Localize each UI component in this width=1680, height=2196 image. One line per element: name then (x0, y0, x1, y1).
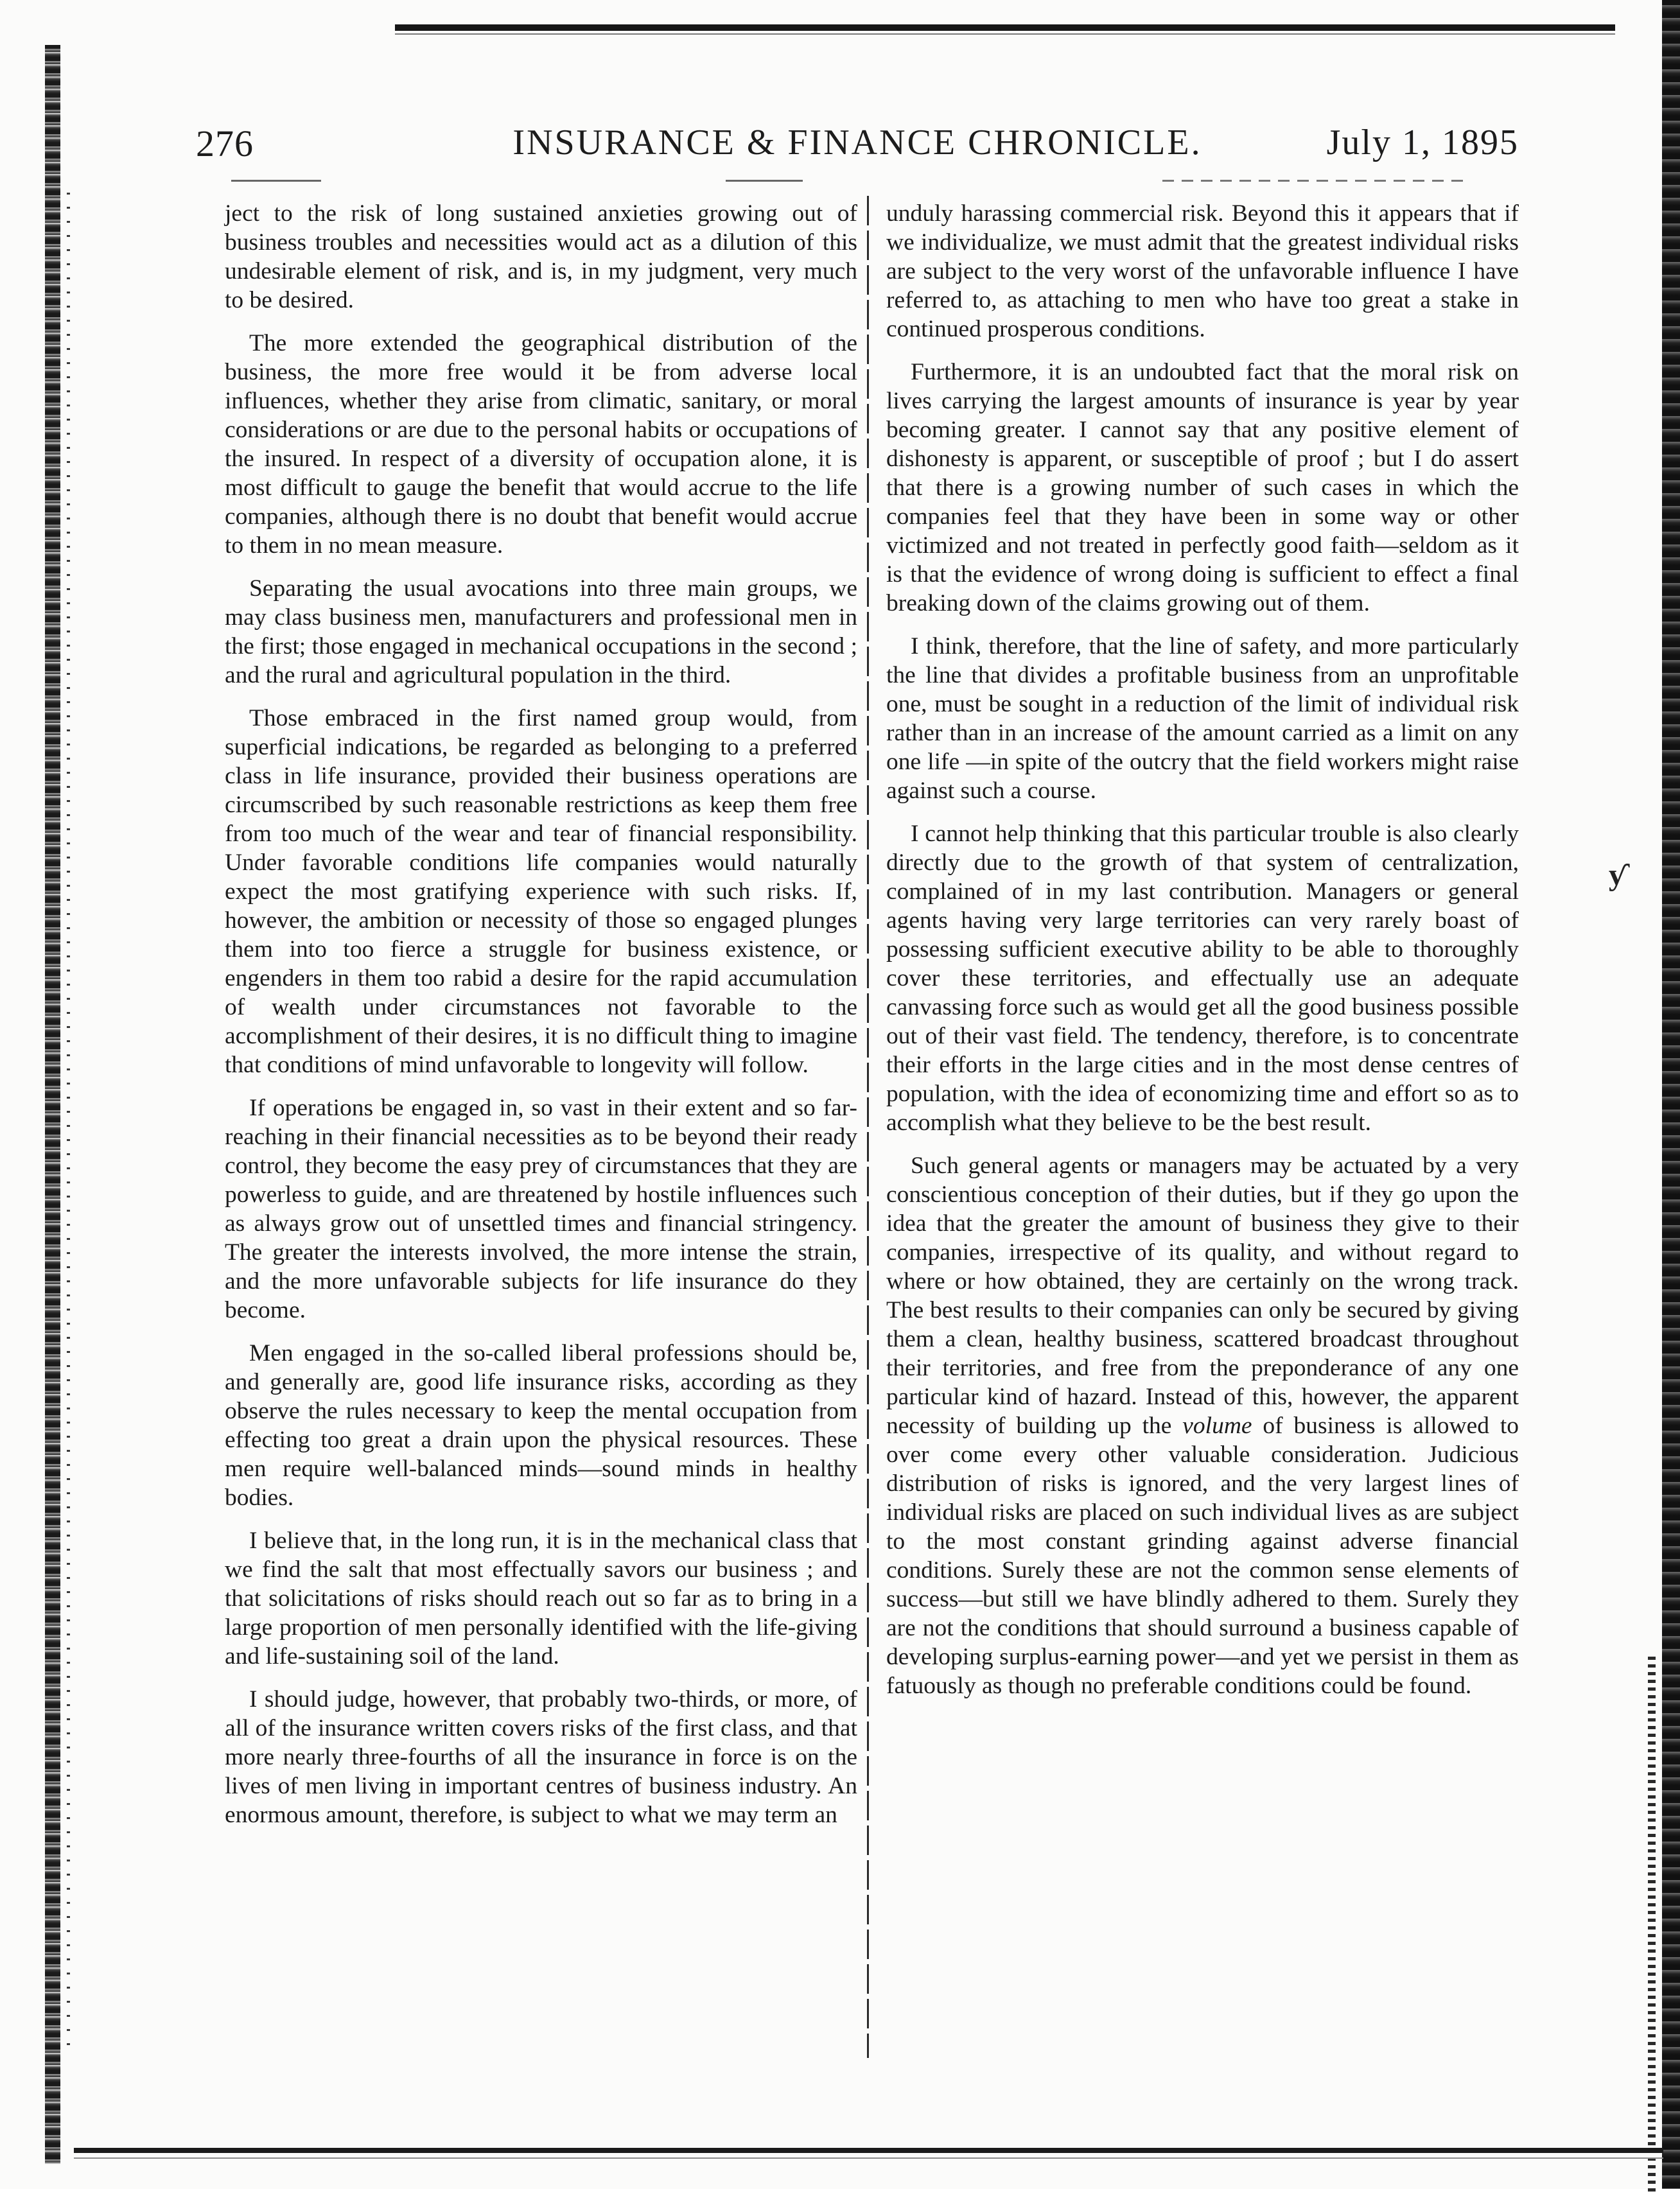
running-head (196, 122, 1519, 173)
header-underline (726, 180, 803, 182)
left-scan-edge (45, 45, 60, 2164)
right-column (886, 199, 1519, 1714)
right-scan-edge (1662, 0, 1680, 2189)
column-divider (867, 196, 869, 2058)
page-number: 276 (196, 123, 254, 164)
top-border-rule (395, 24, 1615, 31)
header-underline (1162, 180, 1471, 182)
paragraph: The more extended the geographical distribution of the business, the more free would it be from adverse local influences, whether they arise from climatic, sanitary, or moral considerations or are due to the personal habits or occupations of the insured. In respect of a diversity of occupation alone, it is most difficult to gauge the benefit that would accrue to the life companies, although there is no doubt that benefit would accrue to them in no mean measure. (225, 330, 857, 559)
journal-title: INSURANCE & FINANCE CHRONICLE. (512, 123, 1202, 162)
bottom-border-rule (74, 2148, 1663, 2153)
paragraph-text: of business is allowed to over come every other valuable consideration. Judicious distribution of risks is ignored, and the very largest lines of individual risks are placed on such individual lives as are subject to the most constant grinding against adverse financial conditions. Surely these are not the common sense elements of success—but still we have blindly adhered to them. Surely they are not the conditions that should surround a business capable of developing surplus-earning power—and yet we persist in them as fatuously as though no preferable conditions could be found. (886, 1413, 1519, 1699)
right-scan-edge-marks (1648, 1657, 1656, 2196)
top-border-rule-thin (395, 33, 1615, 35)
paragraph (886, 1151, 1519, 1700)
italic-word: volume (1182, 1413, 1252, 1439)
paragraph: Men engaged in the so-called liberal professions should be, and generally are, good life insurance risks, according as they observe the rules necessary to keep the mental occupation from effecting too great a drain upon the physical resources. These men require well-balanced minds—sound minds in healthy bodies. (225, 1340, 857, 1511)
left-scan-edge-marks (67, 193, 70, 2055)
paragraph: If operations be engaged in, so vast in their extent and so far-reaching in their financial necessities as to be beyond their ready control, they become the easy prey of circumstances that they are powerless to guide, and are threatened by hostile influences such as always grow out of unsettled times and financial stringency. The greater the interests involved, the more intense the strain, and the more unfavorable subjects for life insurance do they become. (225, 1095, 857, 1323)
left-column (225, 199, 857, 1843)
paragraph: Separating the usual avocations into three main groups, we may class business men, manufacturers and professional men in the first; those engaged in mechanical occupations in the second ; and the rural and agricultural population in the third. (225, 575, 857, 688)
paragraph: Those embraced in the first named group would, from superficial indications, be regarded as belonging to a preferred class in life insurance, provided their business operations are circumscribed by such reasonable restrictions as keep them free from too much of the wear and tear of financial responsibility. Under favorable conditions life companies would naturally expect the most gratifying experience with such risks. If, however, the ambition or necessity of those so engaged plunges them into too fierce a struggle for business existence, or engenders in them too rabid a desire for the rapid accumulation of wealth under circumstances not favorable to the accomplishment of their desires, it is no difficult thing to imagine that conditions of mind unfavorable to longevity will follow. (225, 705, 857, 1078)
margin-mark: ƴ (1609, 858, 1624, 892)
paragraph: I cannot help thinking that this particular trouble is also clearly directly due to the growth of that system of centralization, complained of in my last contribution. Managers or general agents having very large territories can very rarely boast of possessing sufficient executive ability to be able to thoroughly cover these territories, and effectually use an adequate canvassing force such as would get all the good business possible out of their vast field. The tendency, therefore, is to concentrate their efforts in the large cities and in the most dense centres of population, with the idea of economizing time and effort so as to accomplish what they believe to be the best result. (886, 821, 1519, 1136)
bottom-border-rule-thin (74, 2157, 1663, 2159)
paragraph: I believe that, in the long run, it is in the mechanical class that we find the salt that most effectually savors our business ; and that solicitations of risks should reach out so far as to bring in a large proportion of men personally identified with the life-giving and life-sustaining soil of the land. (225, 1528, 857, 1669)
issue-date: July 1, 1895 (1326, 123, 1519, 162)
paragraph: unduly harassing commercial risk. Beyond this it appears that if we individualize, we must admit that the greatest individual risks are subject to the very worst of the unfavorable influence I have referred to, as attaching to men who have too great a stake in continued prosperous conditions. (886, 200, 1519, 342)
paragraph-text: Such general agents or managers may be actuated by a very conscientious conception of their duties, but if they go upon the idea that the greater the amount of business they give to their companies, irrespective of its quality, and without regard to where or how obtained, they are certainly on the wrong track. The best results to their companies can only be secured by giving them a clean, healthy business, scattered broadcast throughout their territories, and free from the preponderance of any one particular kind of hazard. Instead of this, however, the apparent necessity of building up the (886, 1153, 1519, 1439)
paragraph: I should judge, however, that probably two-thirds, or more, of all of the insurance written covers risks of the first class, and that more nearly three-fourths of all the insurance in force is on the lives of men living in important centres of business industry. An enormous amount, therefore, is subject to what we may term an (225, 1686, 857, 1828)
header-underline (231, 180, 321, 182)
paragraph: Furthermore, it is an undoubted fact that the moral risk on lives carrying the largest amounts of insurance is year by year becoming greater. I cannot say that any positive element of dishonesty is apparent, or susceptible of proof ; but I do assert that there is a growing number of such cases in which the companies feel that they have been in some way or other victimized and not treated in perfectly good faith—seldom as it is that the evidence of wrong doing is sufficient to effect a final breaking down of the claims growing out of them. (886, 359, 1519, 616)
paragraph: ject to the risk of long sustained anxieties growing out of business troubles and necessities would act as a dilution of this undesirable element of risk, and is, in my judgment, very much to be desired. (225, 200, 857, 313)
paragraph: I think, therefore, that the line of safety, and more particularly the line that divides a profitable business from an unprofitable one, must be sought in a reduction of the limit of individual risk rather than in an increase of the amount carried as a limit on any one life —in spite of the outcry that the field workers might raise against such a course. (886, 633, 1519, 804)
